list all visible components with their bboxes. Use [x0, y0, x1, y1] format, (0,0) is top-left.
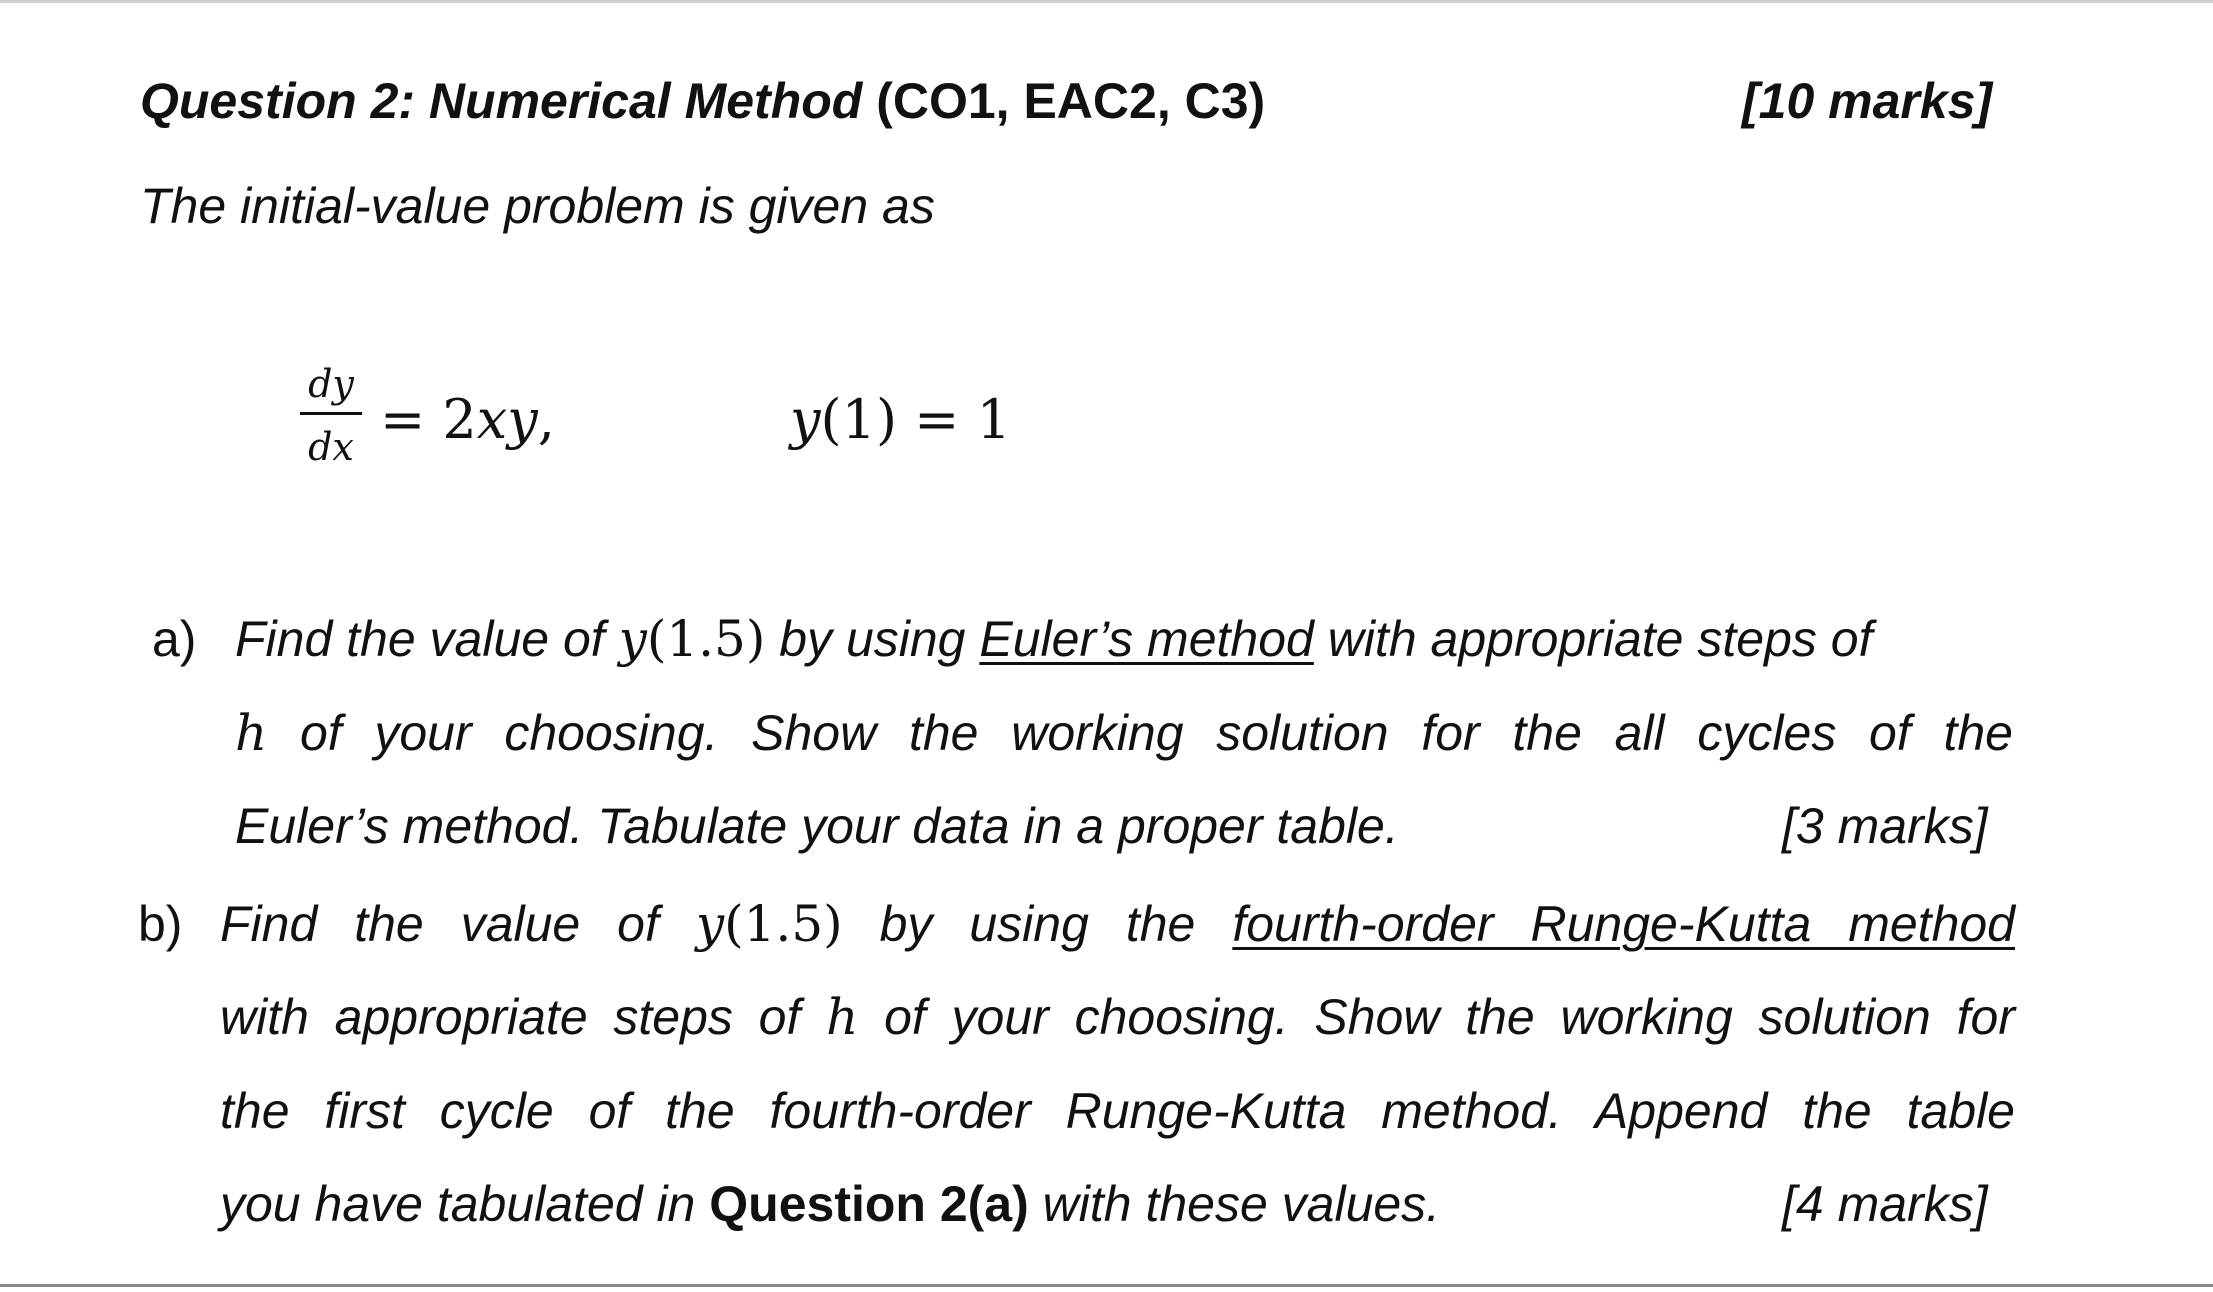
part-a-line-1-mid: by using	[765, 611, 980, 667]
initial-condition-rest: (1) = 1	[820, 388, 1011, 451]
part-a-label: a)	[152, 611, 197, 667]
equation-equals: = 2	[380, 388, 477, 451]
question-marks: [10 marks]	[1742, 73, 1993, 129]
bottom-rule	[0, 1284, 2213, 1287]
part-a-math-y: y(1.5)	[618, 610, 766, 668]
part-b-line-1-pre: Find the value of	[220, 896, 696, 952]
part-b-marks: [4 marks]	[1782, 1176, 1988, 1232]
part-a-line-1-post: with appropriate steps of	[1313, 611, 1873, 667]
part-b-math-y: y(1.5)	[695, 895, 843, 953]
derivative-fraction	[300, 360, 362, 471]
fraction-denominator: dx	[308, 425, 354, 469]
part-a-line-2	[235, 704, 2013, 762]
initial-condition-var: y	[790, 388, 821, 451]
question-title	[140, 72, 1265, 130]
fraction-numerator: dy	[308, 362, 354, 406]
part-a-line-2-text: of your choosing. Show the working solution for the all cycles of the	[267, 705, 2013, 761]
equation-comma: ,	[537, 388, 555, 451]
question-title-prefix: Question 2: Numerical Method	[140, 73, 863, 129]
part-b-line-4-post: with these values.	[1028, 1176, 1441, 1232]
part-b-line-2-post: of your choosing. Show the working solution for	[858, 989, 2015, 1045]
question-title-codes: (CO1, EAC2, C3)	[862, 73, 1266, 129]
question-2a-reference: Question 2(a)	[709, 1176, 1029, 1232]
part-a-line-3: Euler’s method. Tabulate your data in a proper table.	[235, 798, 1399, 854]
equation-rhs-vars: xy	[476, 388, 538, 451]
equation-rhs	[380, 388, 555, 451]
intro-text: The initial-value problem is given as	[140, 178, 935, 234]
part-a-math-h: h	[235, 704, 268, 762]
part-a-line-1	[235, 610, 1872, 668]
part-b-line-2	[220, 988, 2015, 1046]
part-b-line-4-pre: you have tabulated in	[220, 1176, 710, 1232]
part-b-line-1	[220, 895, 2015, 953]
initial-condition	[790, 388, 1011, 451]
top-rule	[0, 0, 2213, 3]
part-b-math-h: h	[826, 988, 859, 1046]
part-b-line-1-mid: by using the	[842, 896, 1233, 952]
part-b-line-2-pre: with appropriate steps of	[220, 989, 827, 1045]
fraction-bar	[300, 412, 362, 415]
runge-kutta-underlined: fourth-order Runge-Kutta method	[1232, 896, 2015, 952]
part-b-label: b)	[138, 896, 183, 952]
part-b-line-4	[220, 1175, 1440, 1233]
eulers-method-underlined: Euler’s method	[979, 611, 1314, 667]
part-a-line-1-pre: Find the value of	[235, 611, 619, 667]
part-b-line-3: the first cycle of the fourth-order Runge-Kutta method. Append the table	[220, 1083, 2015, 1139]
part-a-marks: [3 marks]	[1782, 798, 1988, 854]
